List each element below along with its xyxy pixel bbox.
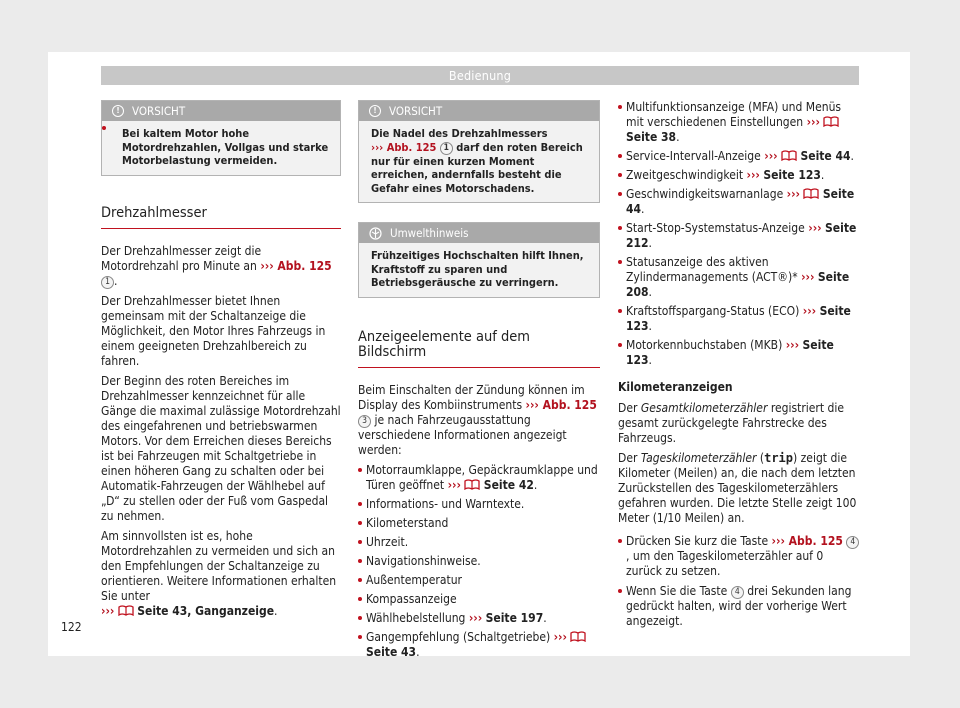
page-link[interactable]: ››› xyxy=(764,149,778,163)
environment-icon xyxy=(369,227,382,240)
book-icon xyxy=(823,116,839,127)
page-link[interactable]: ››› xyxy=(468,610,483,625)
warning-icon: ! xyxy=(112,105,124,117)
paragraph: Der Tageskilometerzähler (trip) zeigt die Kilometer (Meilen) an, die nach dem letzten Zurückstellen des Tageskilometerzählers gefahren wurden. Die letzte Stelle zeigt 100 Meter (1/10 Meilen) an. xyxy=(618,451,857,525)
caution-title: VORSICHT xyxy=(389,104,443,118)
list-item: Statusanzeige des aktiven Zylindermanagements (ACT®)* ››› Seite 208. xyxy=(618,255,862,300)
page-reference[interactable]: Seite 43 xyxy=(366,644,417,659)
page-reference[interactable]: Seite 43, Ganganzeige xyxy=(137,603,275,618)
figure-link[interactable]: ››› Abb. 125 xyxy=(371,140,437,154)
environment-text: Frühzeitiges Hochschalten hilft Ihnen, Kraftstoff zu sparen und Betriebsgeräusche zu verringern. xyxy=(371,249,584,289)
page-link[interactable]: ››› xyxy=(786,187,800,201)
list-item: Kompassanzeige xyxy=(358,592,600,607)
paragraph: Der Beginn des roten Bereiches im Drehzahlmesser kennzeichnet für alle Gänge die maximal zulässige Motordrehzahl des eingefahrenen und betriebswarmen Motors. Vor dem Erreichen dieses Bereichs ist bei Fahrzeugen mit Schaltgetriebe in einen höheren Gang zu schalten oder bei Automatik-Fahrzeugen der Wählhebel auf „D“ zu stellen oder der Fuß vom Gaspedal zu nehmen. xyxy=(101,373,341,523)
list-item: Geschwindigkeitswarnanlage ››› Seite 44. xyxy=(618,187,862,217)
caution-text: Bei kaltem Motor hohe Motordrehzahlen, Vollgas und starke Motorbelastung vermeiden. xyxy=(102,121,340,175)
book-icon xyxy=(118,605,134,616)
page-number: 122 xyxy=(61,620,82,634)
list-item: Drücken Sie kurz die Taste ››› Abb. 125 4, um den Tageskilometerzähler auf 0 zurück zu setzen. xyxy=(618,534,862,579)
list-item: Gangempfehlung (Schaltgetriebe) ››› Seite 43. xyxy=(358,630,600,660)
page-link[interactable]: ››› xyxy=(801,270,815,284)
page-reference[interactable]: Seite 197 xyxy=(485,610,544,625)
page-header: Bedienung xyxy=(101,66,859,85)
section-heading-anzeigeelemente: Anzeigeelemente auf dem Bildschirm xyxy=(358,330,600,368)
list-item: Motorraumklappe, Gepäckraumklappe und Türen geöffnet ››› Seite 42. xyxy=(358,463,600,493)
list-item: Navigationshinweise. xyxy=(358,554,600,569)
page-link[interactable]: ››› xyxy=(785,338,800,352)
list-item: Außentemperatur xyxy=(358,573,600,588)
callout-number: 1 xyxy=(101,276,114,289)
column-3 xyxy=(618,100,862,634)
callout-number: 4 xyxy=(731,586,744,599)
list-item: Start-Stop-Systemstatus-Anzeige ››› Seite 212. xyxy=(618,221,862,251)
figure-link[interactable]: ››› Abb. 125 xyxy=(771,534,843,548)
page-reference[interactable]: Seite 123 xyxy=(626,304,851,333)
callout-number: 3 xyxy=(358,415,371,428)
page-link[interactable]: ››› xyxy=(806,115,820,129)
list-item: Wenn Sie die Taste 4 drei Sekunden lang gedrückt halten, wird der vorherige Wert angezeigt. xyxy=(618,584,862,629)
list-item: Multifunktionsanzeige (MFA) und Menüs mit verschiedenen Einstellungen ››› Seite 38. xyxy=(618,100,862,145)
page-reference[interactable]: Seite 208 xyxy=(626,270,850,299)
list-item: Wählhebelstellung ››› Seite 197. xyxy=(358,611,600,626)
paragraph: Beim Einschalten der Zündung können im Display des Kombiinstruments ››› Abb. 125 3 je nach Fahrzeugausstattung verschiedene Informationen angezeigt werden: xyxy=(358,382,597,457)
book-icon xyxy=(464,479,480,490)
figure-link[interactable]: ››› Abb. 125 xyxy=(525,397,597,412)
caution-text: Die Nadel des Drehzahlmessers ››› Abb. 125 1 darf den roten Bereich nur für einen kurzen Moment erreichen, andernfalls besteht die Gefahr eines Motorschadens. xyxy=(371,127,583,195)
environment-title: Umwelthinweis xyxy=(390,226,469,240)
environment-box xyxy=(358,222,600,298)
page-reference[interactable]: Seite 123 xyxy=(626,338,834,367)
book-icon xyxy=(803,188,819,199)
list-item: Kraftstoffspargang-Status (ECO) ››› Seite 123. xyxy=(618,304,862,334)
list-item: Uhrzeit. xyxy=(358,535,600,550)
list-item: Motorkennbuchstaben (MKB) ››› Seite 123. xyxy=(618,338,862,368)
display-elements-list-continued xyxy=(618,100,862,368)
display-elements-list xyxy=(358,463,600,660)
list-item: Kilometerstand xyxy=(358,516,600,531)
list-item: Informations- und Warntexte. xyxy=(358,497,600,512)
page-link[interactable]: ››› xyxy=(802,304,817,318)
page-reference[interactable]: Seite 212 xyxy=(626,221,857,250)
book-icon xyxy=(570,631,586,642)
book-icon xyxy=(781,150,797,161)
column-1 xyxy=(101,100,341,624)
paragraph: Der Drehzahlmesser zeigt die Motordrehzahl pro Minute an ››› Abb. 125 1 . xyxy=(101,243,332,288)
page-link[interactable]: ››› xyxy=(553,629,567,644)
page-link[interactable]: ››› xyxy=(101,603,115,618)
page-reference[interactable]: Seite 38 xyxy=(626,130,677,144)
subheading-kilometeranzeigen: Kilometeranzeigen xyxy=(618,380,733,394)
page-reference[interactable]: Seite 44 xyxy=(626,187,855,216)
list-item: Zweitgeschwindigkeit ››› Seite 123. xyxy=(618,168,862,183)
caution-box xyxy=(101,100,341,176)
page-reference[interactable]: Seite 42 xyxy=(483,477,534,492)
page-reference[interactable]: Seite 44 xyxy=(800,149,851,163)
page-link[interactable]: ››› xyxy=(746,168,760,182)
page-link[interactable]: ››› xyxy=(447,477,461,492)
paragraph: Am sinnvollsten ist es, hohe Motordrehzahlen zu vermeiden und sich an den Empfehlungen der Schaltanzeige zu orientieren. Weitere Informationen erhalten Sie unter ››› Seite 43, Ganganzeige. xyxy=(101,528,337,618)
column-2 xyxy=(358,100,600,664)
paragraph: Der Gesamtkilometerzähler registriert die gesamt zurückgelegte Fahrstrecke des Fahrzeugs. xyxy=(618,401,845,445)
caution-title: VORSICHT xyxy=(132,104,186,118)
callout-number: 4 xyxy=(846,536,859,549)
figure-link[interactable]: ››› Abb. 125 xyxy=(260,258,332,273)
list-item: Service-Intervall-Anzeige ››› Seite 44. xyxy=(618,149,862,164)
page-link[interactable]: ››› xyxy=(808,221,822,235)
paragraph: Der Drehzahlmesser bietet Ihnen gemeinsam mit der Schaltanzeige die Möglichkeit, den Motor Ihres Fahrzeugs in einem geeigneten Drehzahlbereich zu fahren. xyxy=(101,293,326,368)
warning-icon: ! xyxy=(369,105,381,117)
caution-box xyxy=(358,100,600,203)
section-heading-drehzahlmesser: Drehzahlmesser xyxy=(101,206,341,229)
callout-number: 1 xyxy=(440,142,453,155)
trip-label: trip xyxy=(764,451,793,465)
page-reference[interactable]: Seite 123 xyxy=(763,168,821,182)
